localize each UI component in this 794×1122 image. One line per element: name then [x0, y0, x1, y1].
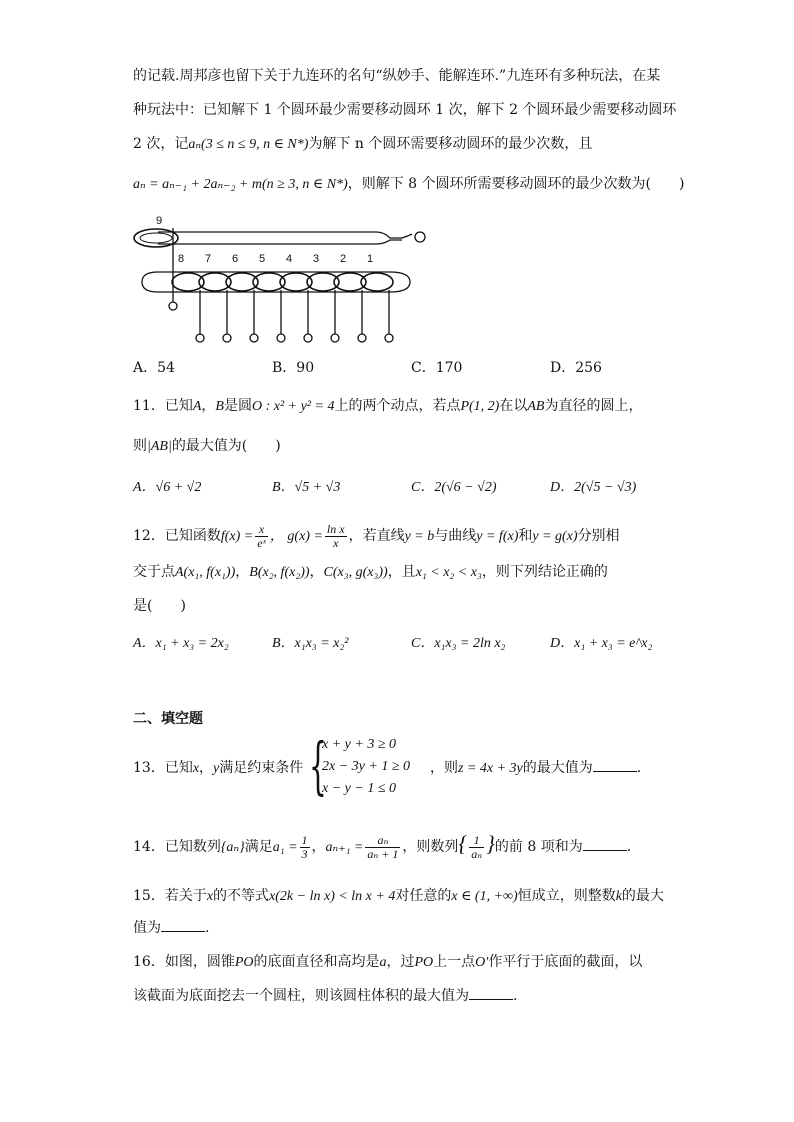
q10-option-d: D．256	[550, 360, 602, 376]
q10-option-b: B．90	[272, 360, 315, 376]
q12-math-point-c: C(x₃, g(x₃))	[323, 565, 388, 580]
q15-text: 值为	[133, 920, 161, 936]
rod-foot-8	[196, 334, 204, 342]
fraction-numerator: ln x	[326, 521, 345, 536]
ring-label-6: 6	[232, 253, 239, 265]
ring-label-5: 5	[259, 253, 266, 265]
q16-text: ，过	[386, 954, 415, 970]
q11-option-b: B．√5 + √3	[272, 480, 341, 495]
q14-fraction-inv	[469, 834, 484, 861]
q11-text: 在以	[499, 398, 528, 414]
q16-math: PO	[414, 955, 434, 970]
q15-line2	[133, 918, 209, 938]
q10-line3	[133, 134, 592, 155]
fraction-numerator: aₙ	[365, 834, 400, 848]
q12-text: ，	[235, 564, 250, 580]
q10-text: ，则解下 8 个圆环所需要移动圆环的最少次数为( )	[347, 176, 685, 192]
q11-text: 为直径的圆上，	[544, 398, 643, 414]
q13-constraint-3: x − y − 1 ≤ 0	[322, 781, 397, 796]
q14-text: ，则数列	[402, 839, 459, 855]
ring-9	[134, 229, 178, 247]
q10-option-c: C．170	[411, 360, 463, 376]
fraction-denominator: eˣ	[257, 535, 266, 550]
q14-math: a₁ =	[272, 840, 298, 855]
q13-answer-blank[interactable]	[593, 759, 637, 772]
q14-fraction-a1	[300, 834, 310, 861]
q11-option-a: A．√6 + √2	[133, 480, 202, 495]
figure-label-9: 9	[156, 215, 163, 227]
q12-text: ，若直线	[348, 528, 405, 544]
q12-option-a: A．x₁ + x₃ = 2x₂	[133, 636, 229, 651]
lower-bar	[142, 272, 410, 292]
q16-line2	[133, 986, 517, 1006]
q14-brace-open: {	[458, 831, 468, 856]
ring-label-1: 1	[367, 253, 374, 265]
q14-answer-blank[interactable]	[583, 838, 627, 851]
q16-math: a	[379, 955, 387, 970]
q13-brace: {	[309, 729, 327, 802]
q16-text: 的底面直径和高均是	[253, 954, 380, 970]
q14-text: 满足	[244, 839, 273, 855]
fraction-numerator: 1	[301, 832, 308, 847]
rod-9-foot	[169, 302, 177, 310]
q12-option-d: D．x₁ + x₃ = e^x₂	[550, 636, 653, 651]
q12-text: 分别相	[577, 528, 620, 544]
rod-foot-3	[331, 334, 339, 342]
rod-foot-2	[358, 334, 366, 342]
q13-text: 13．已知	[133, 760, 193, 776]
q14-text: ，	[311, 839, 326, 855]
q15-text: 的不等式	[213, 888, 270, 904]
q13-text: ，则	[430, 760, 458, 776]
fraction-numerator: x	[255, 523, 268, 537]
q11-text: ，	[201, 398, 216, 414]
fraction-denominator: 3	[301, 846, 308, 861]
q11-text: 的最大值为( )	[171, 438, 281, 454]
q15-math-inequality: x(2k − ln x) < ln x + 4	[269, 889, 396, 904]
q11-math: AB	[527, 399, 545, 414]
q12-math-point-a: A(x₁, f(x₁))	[175, 565, 236, 580]
q12-line1	[133, 520, 620, 552]
q12-option-c: C．x₁x₃ = 2ln x₂	[411, 636, 506, 651]
q14-fraction-rec	[365, 834, 400, 861]
q13-prefix	[133, 758, 303, 779]
q10-line2: 种玩法中：已知解下 1 个圆环最少需要移动圆环 1 次，解下 2 个圆环最少需要移动圆环	[133, 102, 677, 118]
q13-text: 的最大值为	[522, 760, 593, 776]
q12-math: y = g(x)	[532, 529, 578, 544]
q16-line1	[133, 952, 642, 973]
q11-math-point: P(1, 2)	[460, 399, 500, 414]
q11-text: 是圆	[223, 398, 252, 414]
ring-9-inner	[140, 233, 172, 243]
q10-line1: 的记载.周邦彦也留下关于九连环的名句“纵妙手、能解连环.”九连环有多种玩法，在某	[133, 68, 661, 84]
q13-constraint-2: 2x − 3y + 1 ≥ 0	[322, 759, 411, 774]
ring-label-3: 3	[313, 253, 320, 265]
q10-text: 为解下 n 个圆环需要移动圆环的最少次数，且	[308, 136, 593, 152]
q11-math: A	[192, 399, 202, 414]
q13-text: 满足约束条件	[219, 760, 304, 776]
section-title-fill-in: 二、填空题	[133, 711, 203, 727]
q12-math: f(x) =	[220, 529, 254, 544]
handle-wire	[158, 232, 412, 244]
q11-line2	[133, 436, 281, 457]
q14-math-seq: {aₙ}	[220, 840, 245, 855]
q15-text: 的最大	[621, 888, 664, 904]
q16-text: 16．如图，圆锥	[133, 954, 235, 970]
q14-text: 的前 8 项和为	[494, 839, 583, 855]
q14-brace-close: }	[486, 831, 495, 856]
q11-option-c: C．2(√6 − √2)	[411, 480, 497, 495]
q12-fraction-g	[325, 523, 347, 550]
rod-foot-7	[223, 334, 231, 342]
q11-text: 则	[133, 438, 147, 454]
q13-math: y	[213, 761, 220, 776]
q12-math: y = f(x)	[476, 529, 519, 544]
q15-text: 15．若关于	[133, 888, 207, 904]
q12-text: 与曲线	[434, 528, 477, 544]
q11-option-d: D．2(√5 − √3)	[550, 480, 637, 495]
q16-answer-blank[interactable]	[469, 987, 513, 1000]
q15-math-interval: x ∈ (1, +∞)	[451, 889, 518, 904]
q10-option-a: A．54	[133, 360, 175, 376]
q11-math-circle: O : x² + y² = 4	[251, 399, 335, 414]
q15-text: .	[205, 920, 210, 936]
nine-rings-figure	[128, 208, 448, 348]
rod-foot-1	[385, 334, 393, 342]
q16-math: O′	[475, 955, 489, 970]
q12-text: ，则下列结论正确的	[481, 564, 608, 580]
q13-text: ，	[199, 760, 214, 776]
q12-math: ， g(x) =	[269, 529, 323, 544]
q13-suffix	[430, 758, 641, 779]
q11-line1	[133, 396, 642, 417]
q13-math: x	[192, 761, 200, 776]
q11-text: 11．已知	[133, 398, 193, 414]
q12-line3: 是( )	[133, 598, 186, 614]
q15-math: x	[206, 889, 214, 904]
fraction-denominator: aₙ + 1	[367, 846, 399, 861]
q12-text: 交于点	[133, 564, 175, 580]
fraction-numerator: 1	[469, 834, 484, 848]
q13-constraint-1: x + y + 3 ≥ 0	[322, 737, 397, 752]
fraction-denominator: aₙ	[471, 846, 483, 861]
q12-fraction-f	[255, 523, 268, 550]
q15-line1	[133, 886, 664, 907]
q12-math: y = b	[404, 529, 435, 544]
rod-foot-5	[277, 334, 285, 342]
q16-text: 作平行于底面的截面，以	[488, 954, 643, 970]
rod-foot-4	[304, 334, 312, 342]
q10-text: 2 次，记	[133, 136, 189, 152]
q12-math-point-b: B(x₂, f(x₂))	[249, 565, 310, 580]
q10-math-an-range: aₙ(3 ≤ n ≤ 9, n ∈ N*)	[188, 137, 309, 152]
q15-answer-blank[interactable]	[161, 919, 205, 932]
q16-text: 该截面为底面挖去一个圆柱，则该圆柱体积的最大值为	[133, 988, 469, 1004]
q14-text: .	[626, 839, 632, 855]
ring-label-8: 8	[178, 253, 185, 265]
q15-math: k	[615, 889, 622, 904]
q14-text: 14．已知数列	[133, 839, 221, 855]
rod-foot-6	[250, 334, 258, 342]
q12-text: 和	[518, 528, 533, 544]
q11-math: B	[215, 399, 224, 414]
q11-text: 上的两个动点，若点	[334, 398, 461, 414]
q15-text: 恒成立，则整数	[517, 888, 616, 904]
q12-math-order: x₁ < x₂ < x₃	[415, 565, 482, 580]
q14-math: aₙ₊₁ =	[325, 840, 364, 855]
handle-end-loop	[415, 232, 425, 242]
q16-math: PO	[234, 955, 254, 970]
ring-label-2: 2	[340, 253, 347, 265]
q12-line2	[133, 562, 608, 583]
q16-text: .	[513, 988, 518, 1004]
q10-line4	[133, 174, 684, 195]
q16-text: 上一点	[433, 954, 476, 970]
q12-option-b: B．x₁x₃ = x₂²	[272, 636, 349, 651]
q13-text: .	[636, 760, 642, 776]
q14-line	[133, 826, 631, 862]
ring-label-4: 4	[286, 253, 293, 265]
fraction-denominator: x	[333, 535, 339, 550]
q10-math-recurrence: aₙ = aₙ₋₁ + 2aₙ₋₂ + m(n ≥ 3, n ∈ N*)	[133, 177, 348, 192]
q12-text: ，	[309, 564, 324, 580]
q13-math-objective: z = 4x + 3y	[458, 761, 523, 776]
q12-text: ，且	[387, 564, 416, 580]
q15-text: 对任意的	[395, 888, 452, 904]
q12-text: 12．已知函数	[133, 528, 221, 544]
ring-label-7: 7	[205, 253, 212, 265]
q11-math-abs: |AB|	[147, 439, 172, 454]
